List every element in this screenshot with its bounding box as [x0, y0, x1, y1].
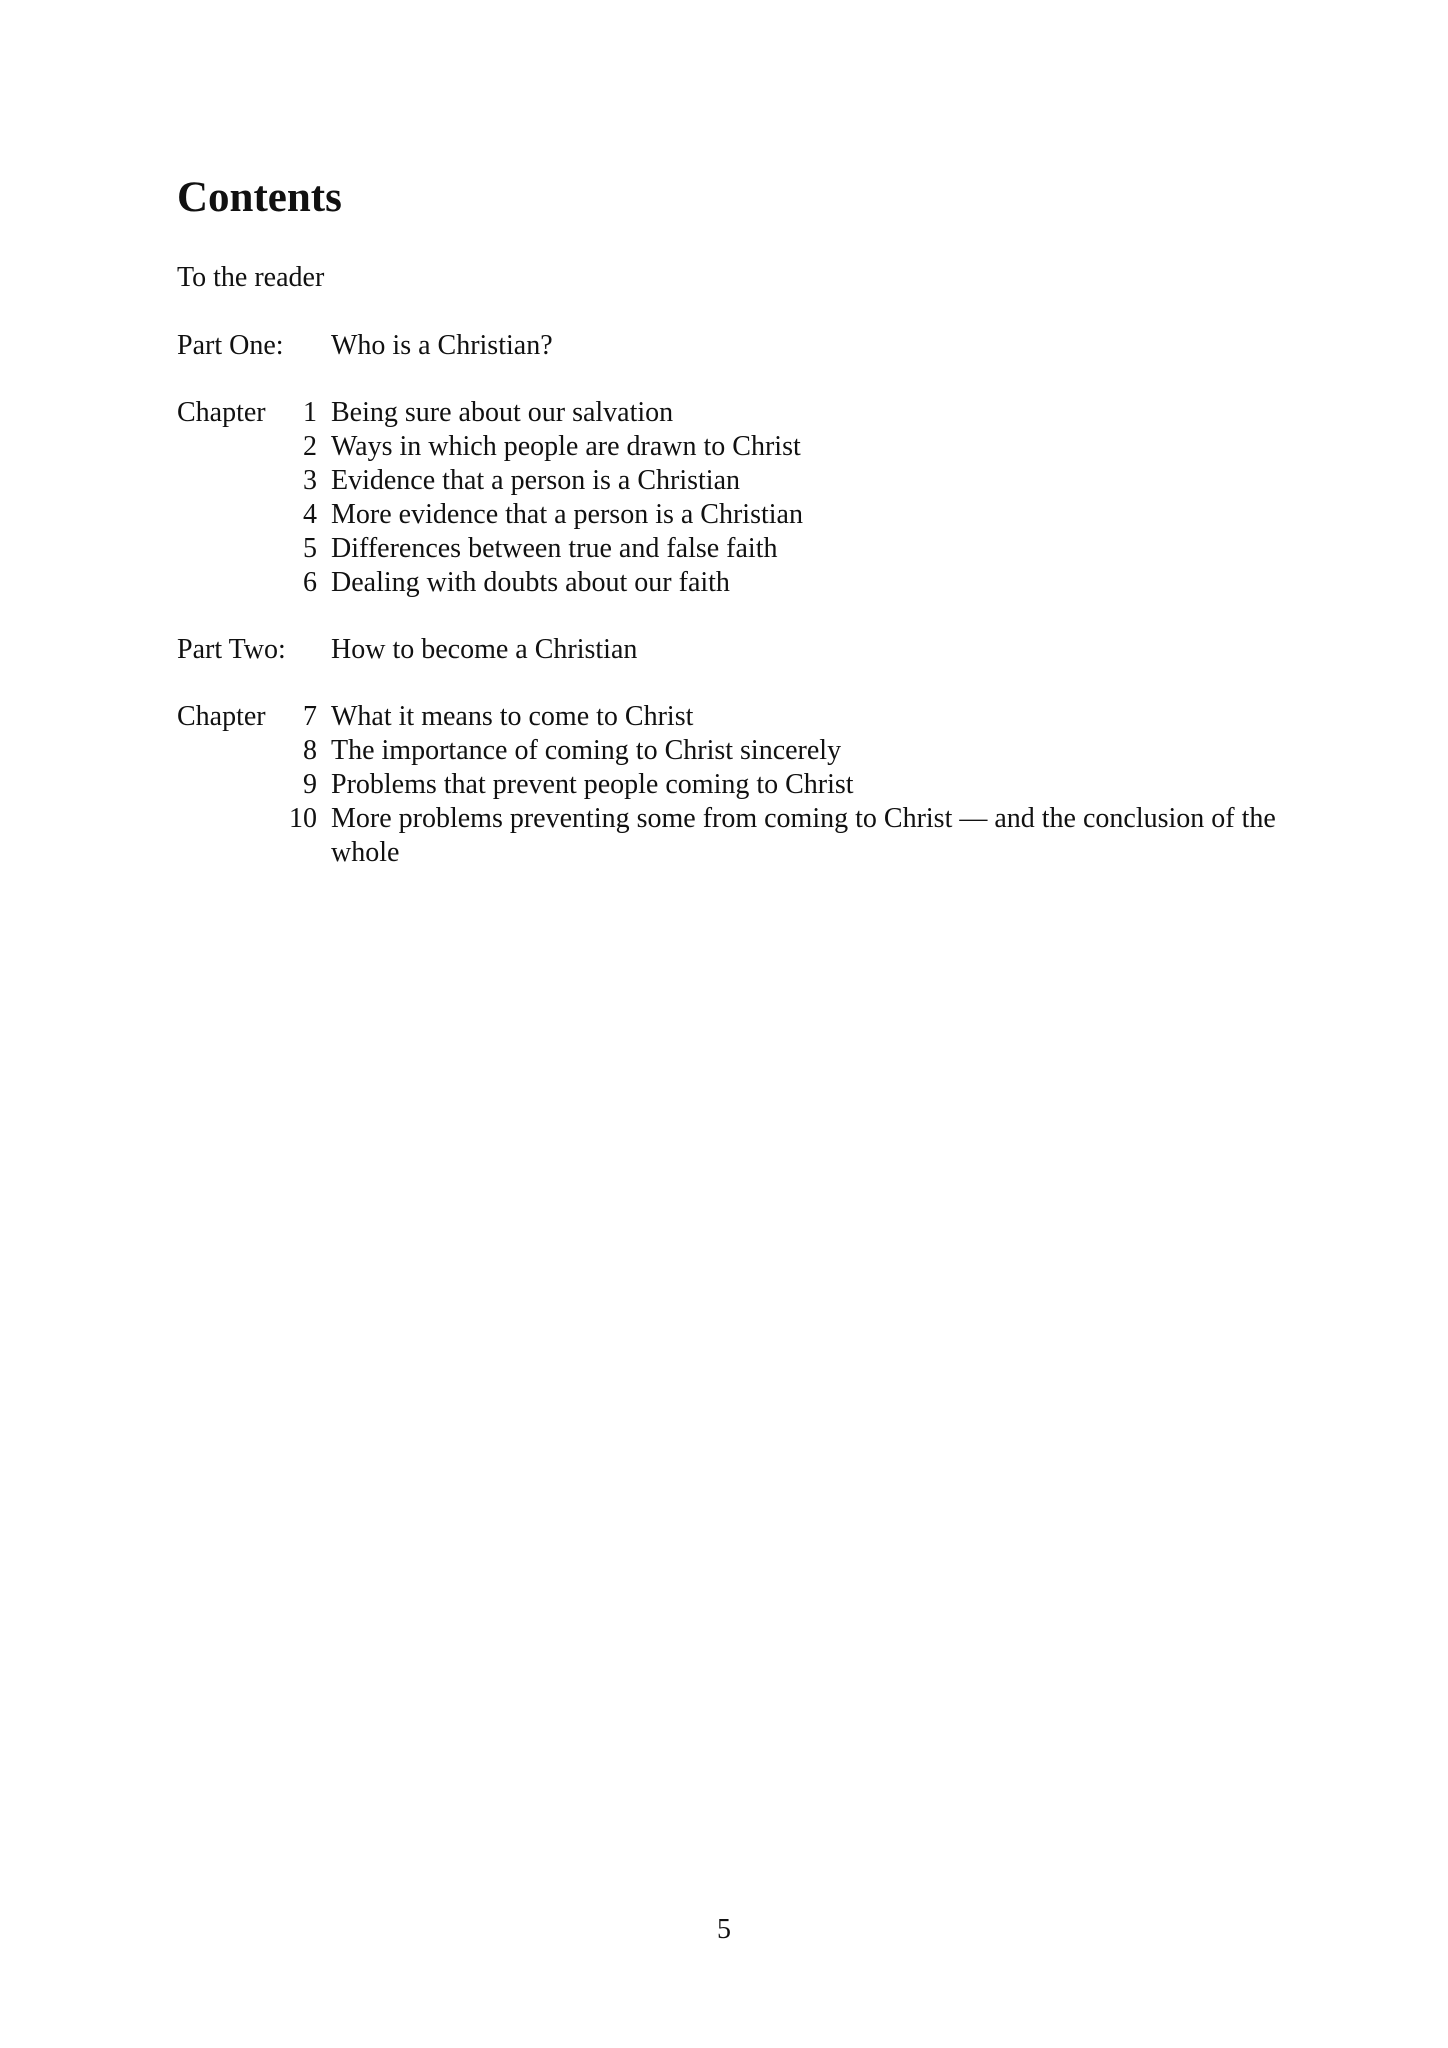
chapter-number: 1 — [303, 397, 317, 428]
page-title: Contents — [177, 174, 342, 221]
chapter-title: Problems that prevent people coming to Christ — [331, 769, 854, 800]
chapter-number: 3 — [303, 465, 317, 496]
part-one-title: Who is a Christian? — [331, 330, 553, 361]
chapter-title: Ways in which people are drawn to Christ — [331, 431, 801, 462]
part-two-title: How to become a Christian — [331, 634, 638, 665]
chapter-word: Chapter — [177, 397, 266, 428]
chapter-title: Differences between true and false faith — [331, 533, 778, 564]
chapter-number: 10 — [289, 803, 317, 834]
chapter-number: 2 — [303, 431, 317, 462]
chapter-title: What it means to come to Christ — [331, 701, 694, 732]
chapter-title: Evidence that a person is a Christian — [331, 465, 740, 496]
chapter-number: 8 — [303, 735, 317, 766]
page-number: 5 — [717, 1914, 731, 1945]
toc-to-reader: To the reader — [177, 262, 325, 293]
chapter-number: 6 — [303, 567, 317, 598]
chapter-word: Chapter — [177, 701, 266, 732]
chapter-title: More evidence that a person is a Christian — [331, 499, 803, 530]
chapter-number: 5 — [303, 533, 317, 564]
part-two-label: Part Two: — [177, 634, 286, 665]
chapter-number: 7 — [303, 701, 317, 732]
chapter-number: 9 — [303, 769, 317, 800]
part-one-label: Part One: — [177, 330, 284, 361]
chapter-title: The importance of coming to Christ sincerely — [331, 735, 842, 766]
chapter-number: 4 — [303, 499, 317, 530]
chapter-title: More problems preventing some from coming to Christ — and the conclusion of the whole — [331, 803, 1276, 868]
chapter-title: Dealing with doubts about our faith — [331, 567, 730, 598]
chapter-title: Being sure about our salvation — [331, 397, 674, 428]
